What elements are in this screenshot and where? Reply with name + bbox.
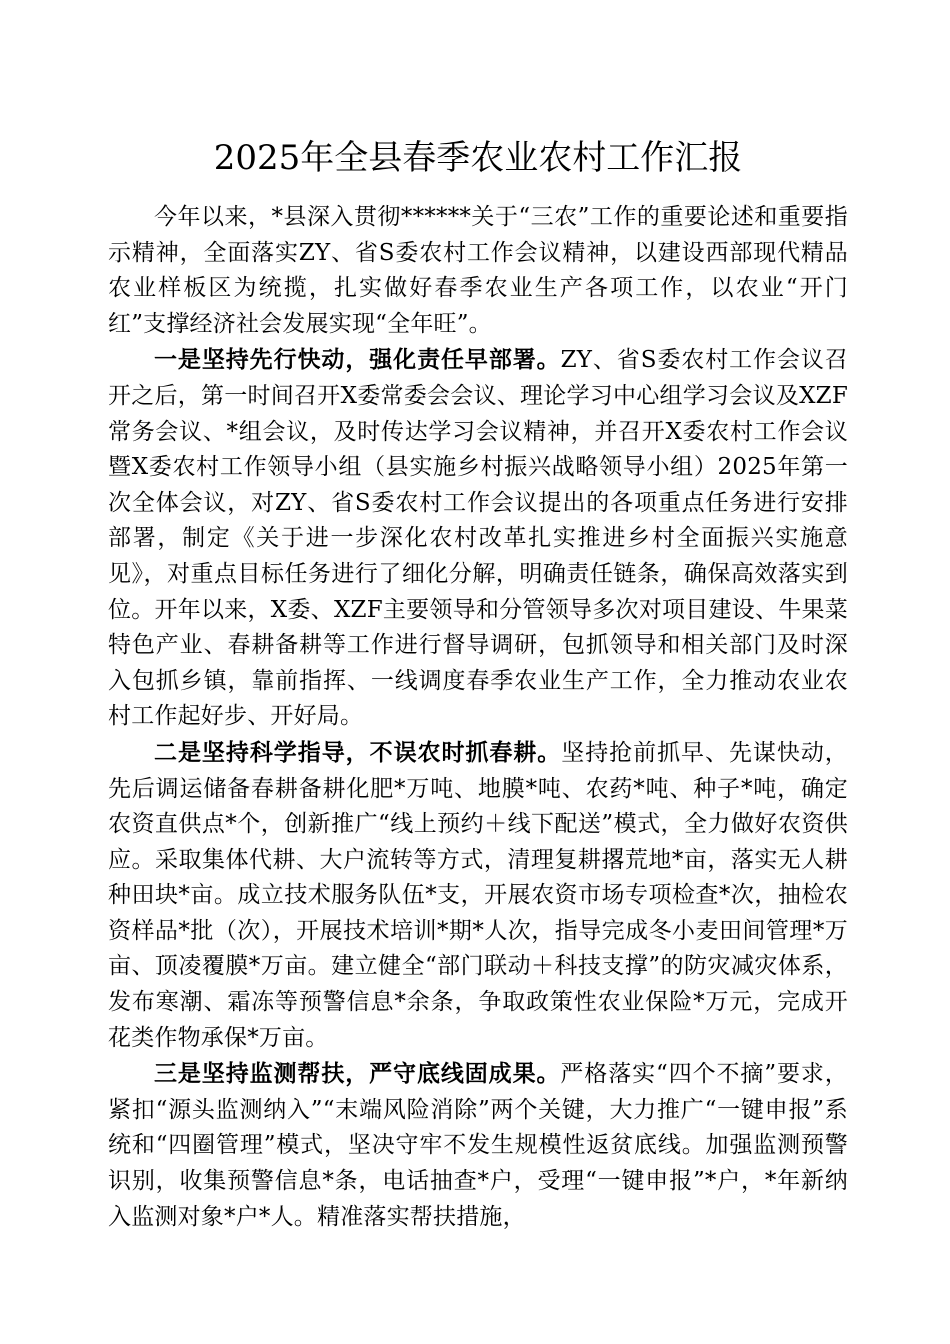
document-title: 2025年全县春季农业农村工作汇报 — [213, 138, 743, 178]
section-3-body: 严格落实“四个不摘”要求，紧扣“源头监测纳入”“末端风险消除”两个关键，大力推广“一键申报”系统和“四圈管理”模式，坚决守牢不发生规模性返贫底线。加强监测预警识别，收集预警信息*条，电话抽查*户，受理“一键申报”*户，*年新纳入监测对象*户*人。精准落实帮扶措施， — [108, 1061, 848, 1230]
section-3-lead: 三是坚持监测帮扶，严守底线固成果。 — [154, 1060, 561, 1088]
section-paragraph-2 — [108, 735, 848, 1056]
section-1-lead: 一是坚持先行快动，强化责任早部署。 — [154, 346, 561, 374]
intro-paragraph: 今年以来，*县深入贯彻******关于“三农”工作的重要论述和重要指示精神，全面落实ZY、省S委农村工作会议精神，以建设西部现代精品农业样板区为统揽，扎实做好春季农业生产各项工作，以农业“开门红”支撑经济社会发展实现“全年旺”。 — [108, 204, 848, 337]
section-2-lead: 二是坚持科学指导，不误农时抓春耕。 — [154, 738, 562, 766]
document-page — [108, 126, 848, 1235]
section-paragraph-3 — [108, 1056, 848, 1235]
section-1-body: ZY、省S委农村工作会议召开之后，第一时间召开X委常委会会议、理论学习中心组学习会议及XZF常务会议、*组会议，及时传达学习会议精神，并召开X委农村工作会议暨X委农村工作领导小组（县实施乡村振兴战略领导小组）2025年第一次全体会议，对ZY、省S委农村工作会议提出的各项重点任务进行安排部署，制定《关于进一步深化农村改革扎实推进乡村全面振兴实施意见》，对重点目标任务进行了细化分解，明确责任链条，确保高效落实到位。开年以来，X委、XZF主要领导和分管领导多次对项目建设、牛果菜特色产业、春耕备耕等工作进行督导调研，包抓领导和相关部门及时深入包抓乡镇，靠前指挥、一线调度春季农业生产工作，全力推动农业农村工作起好步、开好局。 — [108, 347, 848, 730]
section-2-body: 坚持抢前抓早、先谋快动，先后调运储备春耕备耕化肥*万吨、地膜*吨、农药*吨、种子*吨，确定农资直供点*个，创新推广“线上预约＋线下配送”模式，全力做好农资供应。采取集体代耕、大户流转等方式，清理复耕撂荒地*亩，落实无人耕种田块*亩。成立技术服务队伍*支，开展农资市场专项检查*次，抽检农资样品*批（次），开展技术培训*期*人次，指导完成冬小麦田间管理*万亩、顶凌覆膜*万亩。建立健全“部门联动＋科技支撑”的防灾减灾体系，发布寒潮、霜冻等预警信息*余条，争取政策性农业保险*万元，完成开花类作物承保*万亩。 — [108, 739, 848, 1051]
section-paragraph-1 — [108, 342, 848, 735]
